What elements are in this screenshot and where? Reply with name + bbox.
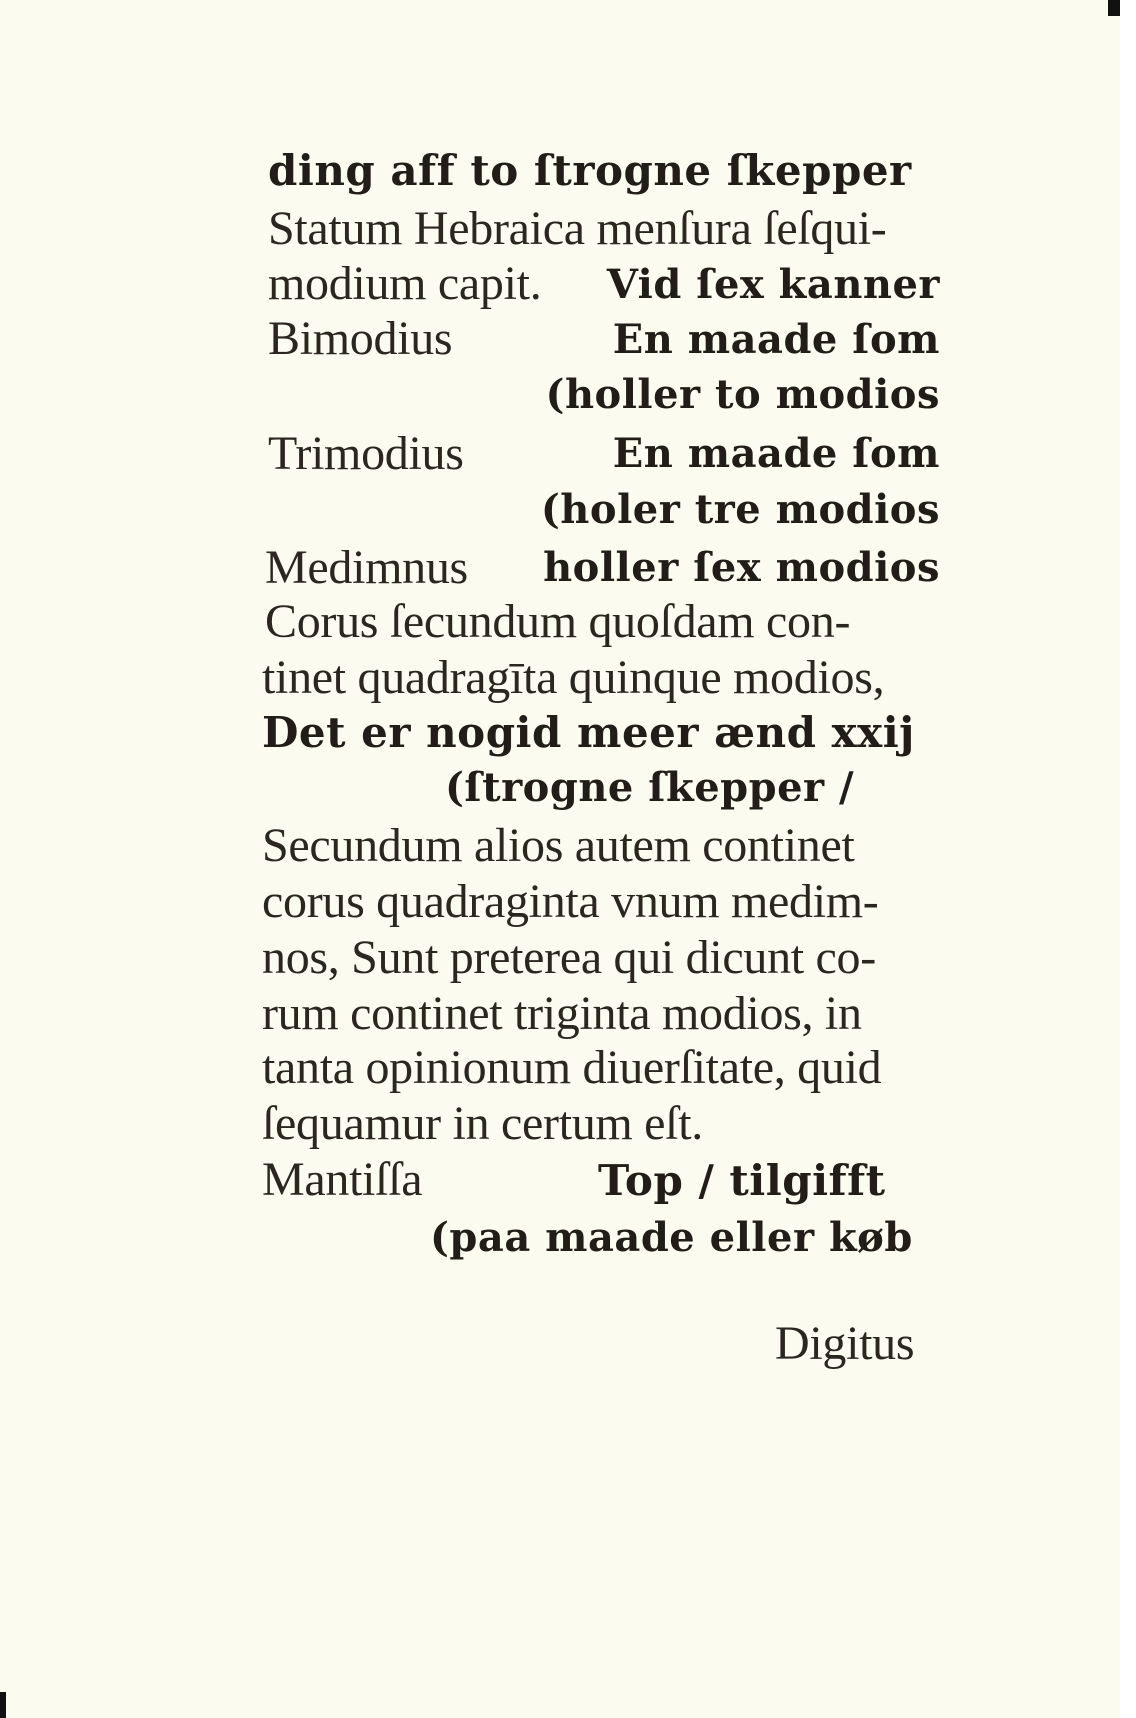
text-line: Corus ſecundum quoſdam con- xyxy=(265,595,851,648)
text-line: (holer tre modios xyxy=(540,486,940,533)
text-line: tanta opinionum diuerſitate, quid xyxy=(262,1041,882,1094)
scan-edge-mark xyxy=(0,1692,6,1718)
text-line: Trimodius xyxy=(268,427,464,480)
text-line: rum continet triginta modios, in xyxy=(262,987,862,1040)
text-line: Statum Hebraica menſura ſeſqui- xyxy=(268,202,887,255)
text-line: Vid ſex kanner xyxy=(606,261,940,308)
text-line: Det er nogid meer ænd xxij xyxy=(262,708,915,757)
text-line: corus quadraginta vnum medim- xyxy=(262,875,879,928)
text-line: ſequamur in certum eſt. xyxy=(262,1097,703,1150)
text-line: tinet quadragīta quinque modios, xyxy=(262,651,885,704)
text-line: En maade ſom xyxy=(612,430,940,477)
text-line: (paa maade eller køb xyxy=(430,1214,913,1261)
text-line: nos, Sunt preterea qui dicunt co- xyxy=(262,931,876,984)
text-line: Bimodius xyxy=(268,312,453,365)
catchword: Digitus xyxy=(775,1317,915,1370)
text-line: (ſtrogne ſkepper / xyxy=(445,764,855,811)
text-line: Medimnus xyxy=(265,541,468,594)
scan-edge-mark xyxy=(1108,0,1120,16)
text-line: Secundum alios autem continet xyxy=(262,819,855,872)
text-line: (holler to modios xyxy=(545,371,940,418)
text-line: Mantiſſa xyxy=(262,1153,423,1206)
text-line: En maade ſom xyxy=(612,316,940,363)
text-line: modium capit. xyxy=(268,257,542,310)
text-line: Top / tilgifft xyxy=(598,1156,886,1205)
text-line: ding aff to ſtrogne ſkepper xyxy=(268,146,912,195)
text-line: holler ſex modios xyxy=(543,544,940,591)
